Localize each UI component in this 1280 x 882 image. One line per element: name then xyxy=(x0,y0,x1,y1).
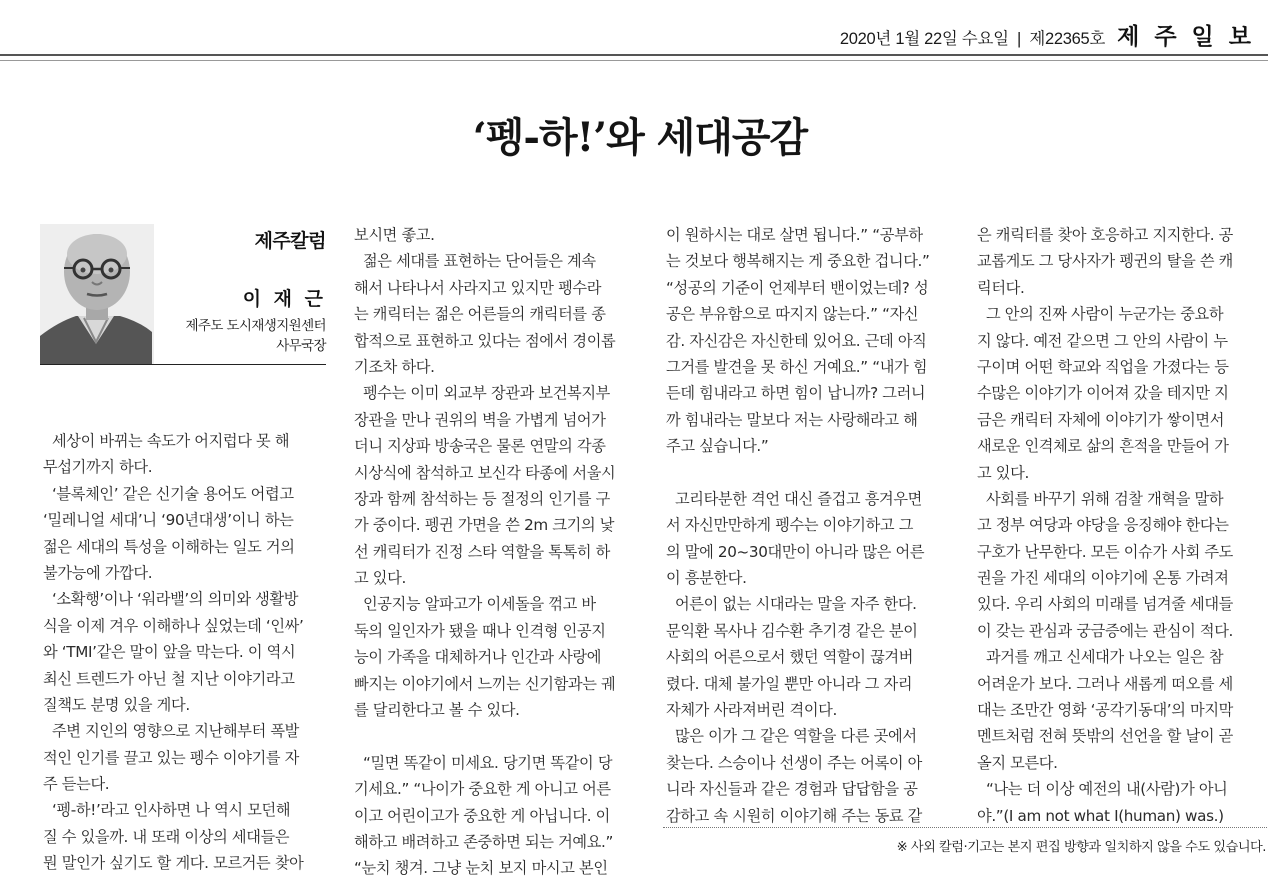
text-line: 선 캐릭터가 진정 스타 역할을 톡톡히 하 xyxy=(354,542,611,561)
text-line: 식을 이제 겨우 이해하나 싶었는데 ‘인싸’ xyxy=(43,616,304,635)
text-line: 많은 이가 그 같은 역할을 다른 곳에서 xyxy=(666,727,917,746)
article-column-4 xyxy=(977,222,1267,829)
author-name: 이 재 근 xyxy=(242,288,326,310)
text-line: 주 듣는다. xyxy=(43,775,110,794)
text-line: 기조차 하다. xyxy=(354,357,435,376)
text-line: 는 캐릭터는 젊은 어른들의 캐릭터를 종 xyxy=(354,305,606,324)
text-line: 인공지능 알파고가 이세돌을 꺾고 바 xyxy=(354,595,596,614)
masthead-rule-thin xyxy=(0,60,1268,61)
article-column-1 xyxy=(43,428,329,877)
footer-rule xyxy=(663,827,1267,828)
text-line: 자체가 사라져버린 격이다. xyxy=(666,701,837,720)
masthead xyxy=(0,18,1280,58)
text-line: 가 중이다. 펭귄 가면을 쓴 2m 크기의 낯 xyxy=(354,516,615,535)
author-portrait-icon xyxy=(40,224,154,364)
text-line: 기세요.” “나이가 중요한 게 아니고 어른 xyxy=(354,780,611,799)
text-line: 교롭게도 그 당사자가 펭귄의 탈을 쓴 캐 xyxy=(977,252,1234,271)
text-line: 펭수는 이미 외교부 장관과 보건복지부 xyxy=(354,384,611,403)
masthead-rule xyxy=(0,54,1268,56)
text-line: 권을 가진 세대의 이야기에 온통 가려져 xyxy=(977,569,1229,588)
text-line: 를 달리한다고 볼 수 있다. xyxy=(354,701,520,720)
text-line: 세상이 바뀌는 속도가 어지럽다 못 해 xyxy=(43,432,290,450)
text-line: 해서 나타나서 사라지고 있지만 펭수라 xyxy=(354,278,602,297)
text-line: 의 말에 20~30대만이 아니라 많은 어른 xyxy=(666,542,925,561)
text-line: 최신 트렌드가 아닌 철 지난 이야기라고 xyxy=(43,669,295,688)
text-line: 찾는다. 스승이나 선생이 주는 어록이 아 xyxy=(666,753,923,772)
text-line: 지 않다. 예전 같으면 그 안의 사람이 누 xyxy=(977,331,1228,350)
text-line: “나는 더 이상 예전의 내(사람)가 아니 xyxy=(977,780,1228,799)
text-line: 문익환 목사나 김수환 추기경 같은 분이 xyxy=(666,621,918,640)
text-line: 그 안의 진짜 사람이 누군가는 중요하 xyxy=(977,305,1224,324)
text-line: ‘블록체인’ 같은 신기술 용어도 어렵고 xyxy=(43,484,294,503)
text-line: 공은 부유함으로 따지지 않는다.” “자신 xyxy=(666,305,919,324)
text-line: 고 있다. xyxy=(354,569,406,588)
text-line: 렸다. 대체 불가일 뿐만 아니라 그 자리 xyxy=(666,674,913,693)
text-line: 주변 지인의 영향으로 지난해부터 폭발 xyxy=(43,722,300,741)
disclaimer-note: ※ 사외 칼럼·기고는 본지 편집 방향과 일치하지 않을 수도 있습니다. xyxy=(896,840,1266,855)
text-line: 구호가 난무한다. 모든 이슈가 사회 주도 xyxy=(977,542,1234,561)
text-line: 든데 힘내라고 하면 힘이 납니까? 그러니 xyxy=(666,384,926,403)
text-line: 이 흥분한다. xyxy=(666,569,747,588)
text-line: 해하고 배려하고 존중하면 되는 거예요.” xyxy=(354,832,614,851)
text-line: 빠지는 이야기에서 느끼는 신기함과는 궤 xyxy=(354,674,616,693)
text-line: 무섭기까지 하다. xyxy=(43,458,153,477)
text-line: 장과 함께 참석하는 등 절정의 인기를 구 xyxy=(354,489,611,508)
author-photo xyxy=(40,224,154,364)
text-line: 어른이 없는 시대라는 말을 자주 한다. xyxy=(666,595,917,614)
text-line: 보시면 좋고. xyxy=(354,226,435,244)
text-line: 이 갖는 관심과 궁금증에는 관심이 적다. xyxy=(977,621,1234,640)
article-headline: ‘펭-하!’와 세대공감 xyxy=(472,114,808,161)
text-line: 이 원하시는 대로 살면 됩니다.” “공부하 xyxy=(666,226,923,244)
text-line: 올지 모른다. xyxy=(977,753,1058,772)
text-line: 구이며 어떤 학교와 직업을 가졌다는 등 xyxy=(977,357,1229,376)
text-line: 젊은 세대의 특성을 이해하는 일도 거의 xyxy=(43,537,295,556)
text-line: 젊은 세대를 표현하는 단어들은 계속 xyxy=(354,252,596,271)
text-line: 야.”(I am not what I(human) was.) xyxy=(977,806,1224,825)
text-line: “눈치 챙겨. 그냥 눈치 보지 마시고 본인 xyxy=(354,859,608,878)
text-line: 주고 싶습니다.” xyxy=(666,437,769,456)
text-line: 어려운가 보다. 그러나 새롭게 떠오를 세 xyxy=(977,674,1234,693)
text-line: 고 정부 여당과 야당을 응징해야 한다는 xyxy=(977,516,1229,535)
text-line: 질 수 있을까. 내 또래 이상의 세대들은 xyxy=(43,827,290,846)
text-line: 수많은 이야기가 이어져 갔을 테지만 지 xyxy=(977,384,1229,403)
text-line: 그거를 발견을 못 하신 거예요.” “내가 힘 xyxy=(666,357,928,376)
text-line: 멘트처럼 전혀 뜻밖의 선언을 할 날이 곧 xyxy=(977,727,1234,746)
text-line xyxy=(354,723,640,749)
issue-info xyxy=(840,25,1105,49)
text-line: 고리타분한 격언 대신 즐겁고 흥겨우면 xyxy=(666,489,923,508)
text-line: 사회의 어른으로서 했던 역할이 끊겨버 xyxy=(666,648,914,667)
text-line: “밀면 똑같이 미세요. 당기면 똑같이 당 xyxy=(354,753,613,772)
text-line: 질책도 분명 있을 게다. xyxy=(43,695,190,714)
text-line: 고 있다. xyxy=(977,463,1029,482)
text-line: 까 힘내라는 말보다 저는 사랑해라고 해 xyxy=(666,410,918,429)
text-line: 대는 조만간 영화 ‘공각기동대’의 마지막 xyxy=(977,701,1234,720)
text-line: 과거를 깨고 신세대가 나오는 일은 참 xyxy=(977,648,1224,667)
text-line: 더니 지상파 방송국은 물론 연말의 각종 xyxy=(354,437,606,456)
text-line: 능이 가족을 대체하거나 인간과 사랑에 xyxy=(354,648,602,667)
newspaper-logo: 제주일보 xyxy=(1117,24,1266,50)
text-line: 는 것보다 행복해지는 게 중요한 겁니다.” xyxy=(666,252,930,271)
text-line: 뭔 말인가 싶기도 할 게다. 모르거든 찾아 xyxy=(43,854,304,873)
text-line: 감하고 속 시원히 이야기해 주는 동료 같 xyxy=(666,806,923,825)
author-title: 사무국장 xyxy=(276,338,326,354)
text-line: 합적으로 표현하고 있다는 점에서 경이롭 xyxy=(354,331,616,350)
issue-number: 제22365호 xyxy=(1029,30,1105,48)
text-line: ‘소확행’이나 ‘워라밸’의 의미와 생활방 xyxy=(43,590,299,609)
issue-date: 2020년 1월 22일 수요일 xyxy=(839,30,1009,48)
byline-rule xyxy=(40,364,326,365)
text-line: 적인 인기를 끌고 있는 펭수 이야기를 자 xyxy=(43,748,300,767)
byline-box xyxy=(40,218,326,364)
column-label: 제주칼럼 xyxy=(254,230,326,252)
text-line: 금은 캐릭터 자체에 이야기가 쌓이면서 xyxy=(977,410,1225,429)
text-line: 은 캐릭터를 찾아 호응하고 지지한다. 공 xyxy=(977,226,1234,244)
text-line: 서 자신만만하게 펭수는 이야기하고 그 xyxy=(666,516,914,535)
text-line: 이고 어린이고가 중요한 게 아닙니다. 이 xyxy=(354,806,611,825)
article-column-2 xyxy=(354,222,640,882)
text-line: 와 ‘TMI’같은 말이 앞을 막는다. 이 역시 xyxy=(43,643,296,662)
text-line: 릭터다. xyxy=(977,278,1025,297)
text-line: 감. 자신감은 자신한테 있어요. 근데 아직 xyxy=(666,331,927,350)
issue-separator: | xyxy=(1017,30,1022,48)
text-line: 새로운 인격체로 삶의 흔적을 만들어 가 xyxy=(977,437,1229,456)
text-line: 있다. 우리 사회의 미래를 넘겨줄 세대들 xyxy=(977,595,1234,614)
text-line: 장관을 만나 권위의 벽을 가볍게 넘어가 xyxy=(354,410,606,429)
text-line: 니라 자신들과 같은 경험과 답답함을 공 xyxy=(666,780,918,799)
article-column-3 xyxy=(666,222,954,829)
text-line: 불가능에 가깝다. xyxy=(43,563,153,582)
author-organization: 제주도 도시재생지원센터 xyxy=(185,318,326,334)
text-line: ‘밀레니얼 세대’니 ‘90년대생’이니 하는 xyxy=(43,511,294,530)
text-line xyxy=(666,460,954,486)
author-affiliation xyxy=(185,316,326,356)
text-line: ‘펭-하!’라고 인사하면 나 역시 모던해 xyxy=(43,801,291,820)
text-line: 둑의 일인자가 됐을 때나 인격형 인공지 xyxy=(354,621,606,640)
text-line: 시상식에 참석하고 보신각 타종에 서울시 xyxy=(354,463,616,482)
text-line: “성공의 기준이 언제부터 밴이었는데? 성 xyxy=(666,278,929,297)
text-line: 사회를 바꾸기 위해 검찰 개혁을 말하 xyxy=(977,489,1224,508)
